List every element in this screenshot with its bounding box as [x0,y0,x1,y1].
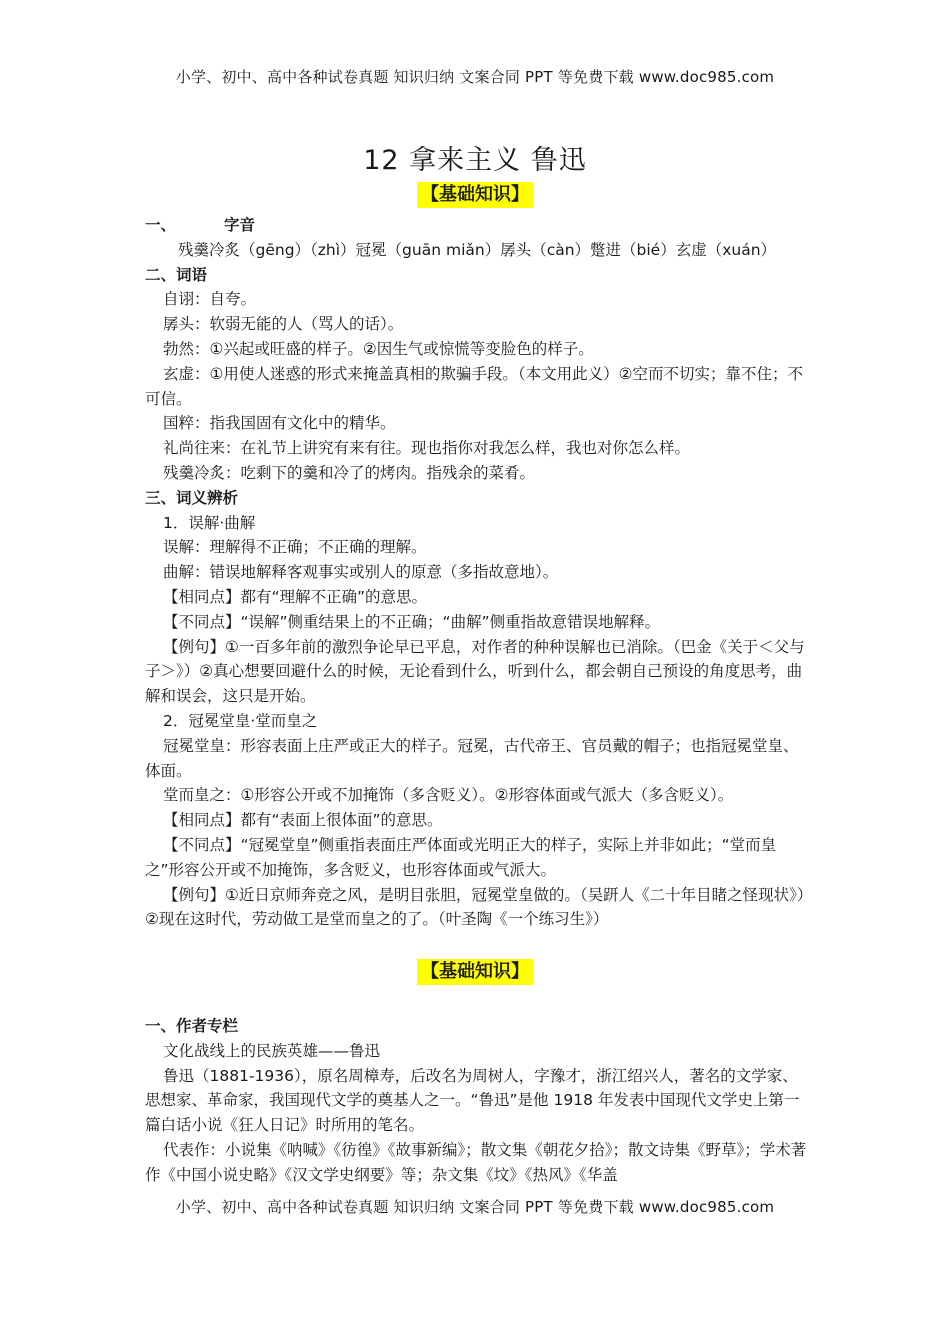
vocab-item: 残羹冷炙：吃剩下的羹和冷了的烤肉。指残余的菜肴。 [163,463,536,482]
page-footer: 小学、初中、高中各种试卷真题 知识归纳 文案合同 PPT 等免费下载 www.doc985.com [175,1198,775,1216]
section-badge-2-wrap [0,959,950,985]
section-badge-2: 【基础知识】 [417,959,533,985]
analysis-item: 【例句】①一百多年前的激烈争论早已平息，对作者的种种误解也已消除。（巴金《关于＜父与子＞》）②真心想要回避什么的时候，无论看到什么，听到什么，都会朝自己预设的角度思考，曲解和误会，这只是开始。 [145,637,805,706]
content-part-2 [145,1014,807,1188]
analysis-item: 1．误解·曲解 [163,513,256,532]
analysis-item: 【不同点】“误解”侧重结果上的不正确；“曲解”侧重指故意错误地解释。 [163,612,661,631]
analysis-item: 2．冠冕堂皇·堂而皇之 [163,711,318,730]
author-item: 文化战线上的民族英雄——鲁迅 [163,1041,381,1060]
analysis-item: 【相同点】都有“理解不正确”的意思。 [163,587,428,606]
section-badge-1-wrap [0,182,950,208]
vocab-item: 国粹：指我国固有文化中的精华。 [163,414,396,433]
content-part-1 [145,213,807,932]
vocab-item: 孱头：软弱无能的人（骂人的话）。 [163,315,404,334]
heading-pronunciation: 一、 字音 [145,216,256,234]
analysis-item: 误解：理解得不正确；不正确的理解。 [163,538,427,557]
heading-word-analysis: 三、词义辨析 [145,488,239,507]
vocab-item: 玄虚：①用使人迷惑的形式来掩盖真相的欺骗手段。（本文用此义）②空而不切实；靠不住；不可信。 [145,364,804,408]
analysis-item: 【不同点】“冠冕堂皇”侧重指表面庄严体面或光明正大的样子，实际上并非如此；“堂而皇之”形容公开或不加掩饰，多含贬义，也形容体面或气派大。 [145,835,777,879]
analysis-item: 【例句】①近日京师奔竞之风，是明目张胆，冠冕堂皇做的。（吴趼人《二十年目睹之怪现状》）②现在这时代，劳动做工是堂而皇之的了。（叶圣陶《一个练习生》） [145,885,805,929]
analysis-item: 堂而皇之：①形容公开或不加掩饰（多含贬义）。②形容体面或气派大（多含贬义）。 [163,786,734,805]
section-badge-1: 【基础知识】 [417,182,533,208]
analysis-item: 曲解：错误地解释客观事实或别人的原意（多指故意地）。 [163,563,559,582]
author-item: 代表作：小说集《呐喊》《彷徨》《故事新编》；散文集《朝花夕拾》；散文诗集《野草》；学术著作《中国小说史略》《汉文学史纲要》等；杂文集《坟》《热风》《华盖 [145,1140,807,1184]
page-title: 12 拿来主义 鲁迅 [363,145,587,176]
heading-vocabulary: 二、词语 [145,265,208,284]
heading-author-column: 一、作者专栏 [145,1017,239,1035]
vocab-item: 勃然：①兴起或旺盛的样子。②因生气或惊慌等变脸色的样子。 [163,339,594,358]
pronunciation-line: 残羹冷炙（gēng）（zhì）冠冕（guān miǎn）孱头（càn）蹩进（bié）玄虚（xuán） [178,240,777,259]
author-item: 鲁迅（1881-1936），原名周樟寿，后改名为周树人，字豫才，浙江绍兴人，著名的文学家、思想家、革命家，我国现代文学的奠基人之一。“鲁迅”是他 1918 年发表中国现代文学史上第一篇白话小说《狂人日记》时所用的笔名。 [145,1066,800,1135]
vocab-item: 礼尚往来：在礼节上讲究有来有往。现也指你对我怎么样，我也对你怎么样。 [163,439,691,458]
vocab-item: 自诩：自夸。 [163,290,257,309]
page-header: 小学、初中、高中各种试卷真题 知识归纳 文案合同 PPT 等免费下载 www.doc985.com [175,68,775,86]
analysis-item: 【相同点】都有“表面上很体面”的意思。 [163,811,443,830]
analysis-item: 冠冕堂皇：形容表面上庄严或正大的样子。冠冕，古代帝王、官员戴的帽子；也指冠冕堂皇、体面。 [145,736,799,780]
